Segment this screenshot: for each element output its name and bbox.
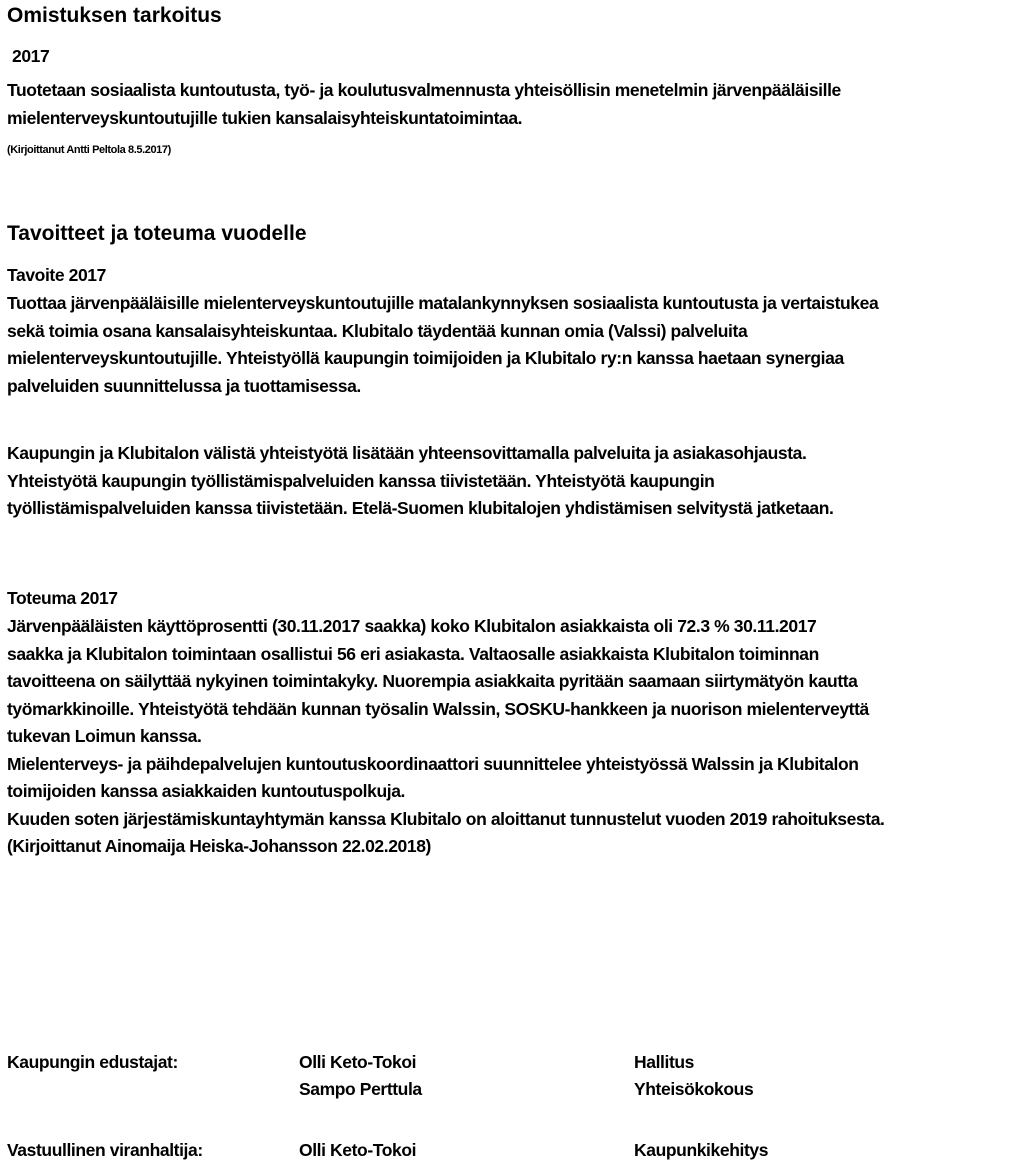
result-line: tukevan Loimun kanssa. bbox=[7, 726, 202, 746]
goal-paragraph-2 bbox=[7, 440, 834, 523]
result-line: tavoitteena on säilyttää nykyinen toimintakyky. Nuorempia asiakkaita pyritään saamaan siirtymätyön kautta bbox=[7, 671, 858, 691]
result-title: Toteuma 2017 bbox=[7, 588, 118, 608]
official-label: Vastuullinen viranhaltija: bbox=[7, 1140, 203, 1160]
purpose-line: Tuotetaan sosiaalista kuntoutusta, työ- ja koulutusvalmennusta yhteisöllisin menetelmin järvenpääläisille bbox=[7, 80, 841, 100]
result-line: toimijoiden kanssa asiakkaiden kuntoutuspolkuja. bbox=[7, 781, 405, 801]
section-heading-goals: Tavoitteet ja toteuma vuodelle bbox=[7, 222, 307, 245]
purpose-author: (Kirjoittanut Antti Peltola 8.5.2017) bbox=[7, 144, 171, 156]
goal-line: palveluiden suunnittelussa ja tuottamisessa. bbox=[7, 375, 361, 396]
goal-line: sekä toimia osana kansalaisyhteiskuntaa. Klubitalo täydentää kunnan omia (Valssi) palveluita bbox=[7, 320, 748, 341]
rep-name: Olli Keto-Tokoi bbox=[299, 1052, 417, 1072]
result-line: työmarkkinoille. Yhteistyötä tehdään kunnan työsalin Walssin, SOSKU-hankkeen ja nuorison mielenterveyttä bbox=[7, 698, 869, 719]
purpose-line: mielenterveyskuntoutujille tukien kansalaisyhteiskuntatoimintaa. bbox=[7, 107, 523, 128]
result-paragraph bbox=[7, 613, 885, 861]
result-line: saakka ja Klubitalon toimintaan osallistui 56 eri asiakasta. Valtaosalle asiakkaista Klubitalon toiminnan bbox=[7, 643, 819, 664]
result-line: (Kirjoittanut Ainomaija Heiska-Johansson 22.02.2018) bbox=[7, 836, 431, 856]
result-line: Kuuden soten järjestämiskuntayhtymän kanssa Klubitalo on aloittanut tunnustelut vuoden 2019 rahoituksesta. bbox=[7, 808, 885, 829]
result-line: Mielenterveys- ja päihdepalvelujen kuntoutuskoordinaattori suunnittelee yhteistyössä Walssin ja Klubitalon bbox=[7, 753, 859, 774]
goal-line: Kaupungin ja Klubitalon välistä yhteistyötä lisätään yhteensovittamalla palveluita ja asiakasohjausta. bbox=[7, 443, 807, 463]
rep-name: Sampo Perttula bbox=[299, 1079, 422, 1099]
goal-paragraph-1 bbox=[7, 290, 878, 400]
goal-line: Yhteistyötä kaupungin työllistämispalveluiden kanssa tiivistetään. Yhteistyötä kaupungin bbox=[7, 470, 715, 491]
official-role: Kaupunkikehitys bbox=[634, 1140, 769, 1160]
official-name: Olli Keto-Tokoi bbox=[299, 1140, 417, 1160]
section-heading-purpose: Omistuksen tarkoitus bbox=[7, 4, 222, 27]
goal-line: mielenterveyskuntoutujille. Yhteistyöllä kaupungin toimijoiden ja Klubitalo ry:n kanssa haetaan synergiaa bbox=[7, 348, 844, 368]
goal-title: Tavoite 2017 bbox=[7, 265, 106, 285]
result-line: Järvenpääläisten käyttöprosentti (30.11.2017 saakka) koko Klubitalon asiakkaista oli 72.3 % 30.11.2017 bbox=[7, 616, 817, 636]
reps-label: Kaupungin edustajat: bbox=[7, 1052, 178, 1072]
goal-line: Tuottaa järvenpääläisille mielenterveyskuntoutujille matalankynnyksen sosiaalista kuntoutusta ja vertaistukea bbox=[7, 293, 879, 313]
purpose-year: 2017 bbox=[12, 46, 50, 66]
rep-role: Yhteisökokous bbox=[634, 1079, 754, 1099]
purpose-text bbox=[7, 77, 841, 132]
goal-line: työllistämispalveluiden kanssa tiivistetään. Etelä-Suomen klubitalojen yhdistämisen selvitystä jatketaan. bbox=[7, 498, 834, 518]
rep-role: Hallitus bbox=[634, 1052, 695, 1072]
